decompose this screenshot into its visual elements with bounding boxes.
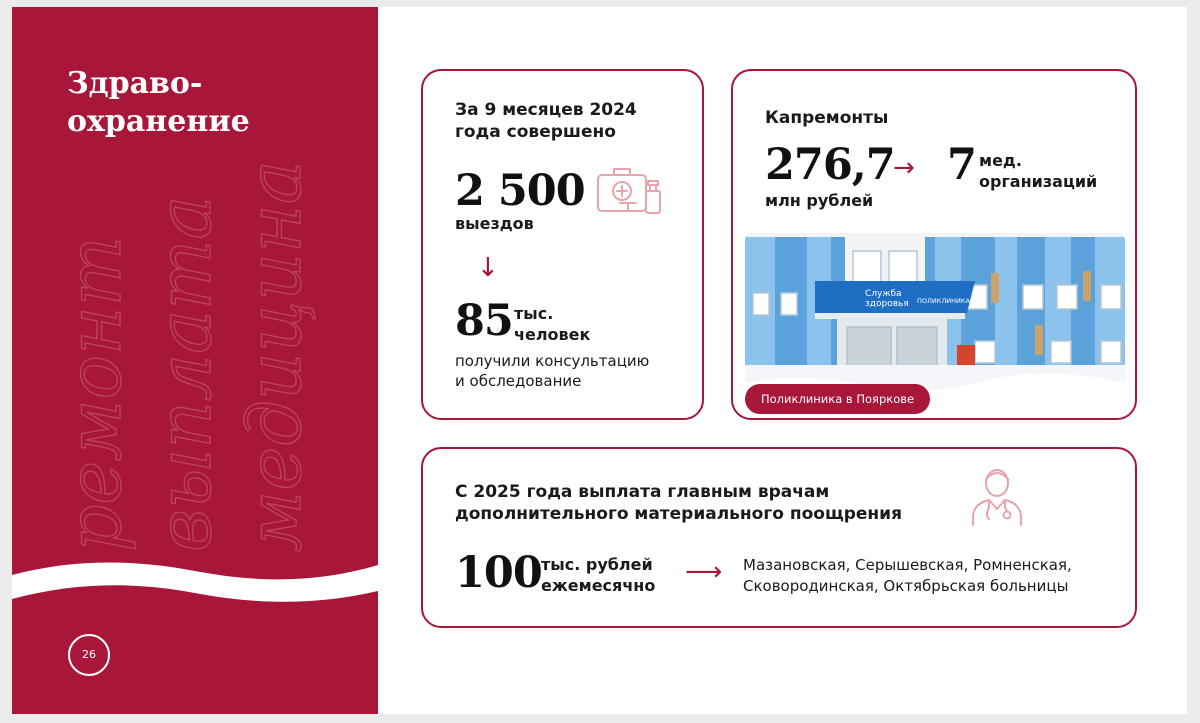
bg-word-2: выплата [142,195,228,552]
bonus-amount-unit [541,554,655,596]
bonus-amount: 100 [455,548,542,598]
people-description [455,351,649,391]
clinic-photo [745,233,1125,409]
people-desc-line1: получили консультацию [455,352,650,370]
repairs-heading: Капремонты [765,108,889,128]
bonus-heading-line1: С 2025 года выплата главным врачам [455,482,830,502]
building-sign-line2: здоровья [865,299,909,309]
page-number: 26 [68,634,110,676]
hospitals-list [743,555,1072,597]
building-sign-line3: ПОЛИКЛИНИКА [917,297,970,305]
right-arrow-icon: → [893,153,915,183]
building-sign-line1: Служба [865,289,902,299]
bonus-heading [455,481,902,525]
bonus-amount-unit-line2: ежемесячно [541,576,656,595]
trips-value: 2 500 [455,166,585,216]
hospitals-line1: Мазановская, Серышевская, Ромненская, [743,556,1072,574]
repairs-orgs-label-line2: организаций [979,172,1098,191]
section-panel [12,7,378,714]
bg-word-1: ремонт [52,236,138,552]
repairs-orgs-label-line1: мед. [979,151,1022,170]
medical-kit-icon [596,165,664,217]
section-title-line1: Здраво- [67,66,203,101]
people-unit [514,303,590,345]
people-unit-line1: тыс. [514,304,554,323]
bonus-amount-unit-line1: тыс. рублей [541,555,653,574]
slide [12,7,1187,714]
wave-divider [12,553,378,603]
right-arrow-icon-2: ⟶ [685,557,723,587]
section-title-line2: охранение [67,104,250,139]
people-unit-line2: человек [514,325,591,344]
photo-caption: Поликлиника в Пояркове [745,384,930,414]
trips-heading-line1: За 9 месяцев 2024 [455,100,637,120]
hospitals-line2: Сковородинская, Октябрьская больницы [743,577,1069,595]
repairs-orgs-value: 7 [947,140,976,190]
trips-heading-line2: года совершено [455,122,616,142]
repairs-amount: 276,7 [765,140,895,190]
bonus-heading-line2: дополнительного материального поощрения [455,504,903,524]
bonus-card [421,447,1137,628]
trips-heading [455,99,637,143]
clinic-building-image [745,233,1125,409]
trips-card [421,69,704,420]
doctor-icon [967,463,1027,527]
trips-label: выездов [455,214,534,233]
down-arrow-icon: ↓ [477,253,499,283]
people-value: 85 [455,296,513,346]
section-title [67,65,250,141]
bg-word-3: медицина [232,160,318,552]
repairs-card [731,69,1137,420]
repairs-amount-unit: млн рублей [765,191,874,210]
repairs-orgs-label [979,150,1097,192]
people-desc-line2: и обследование [455,372,582,390]
